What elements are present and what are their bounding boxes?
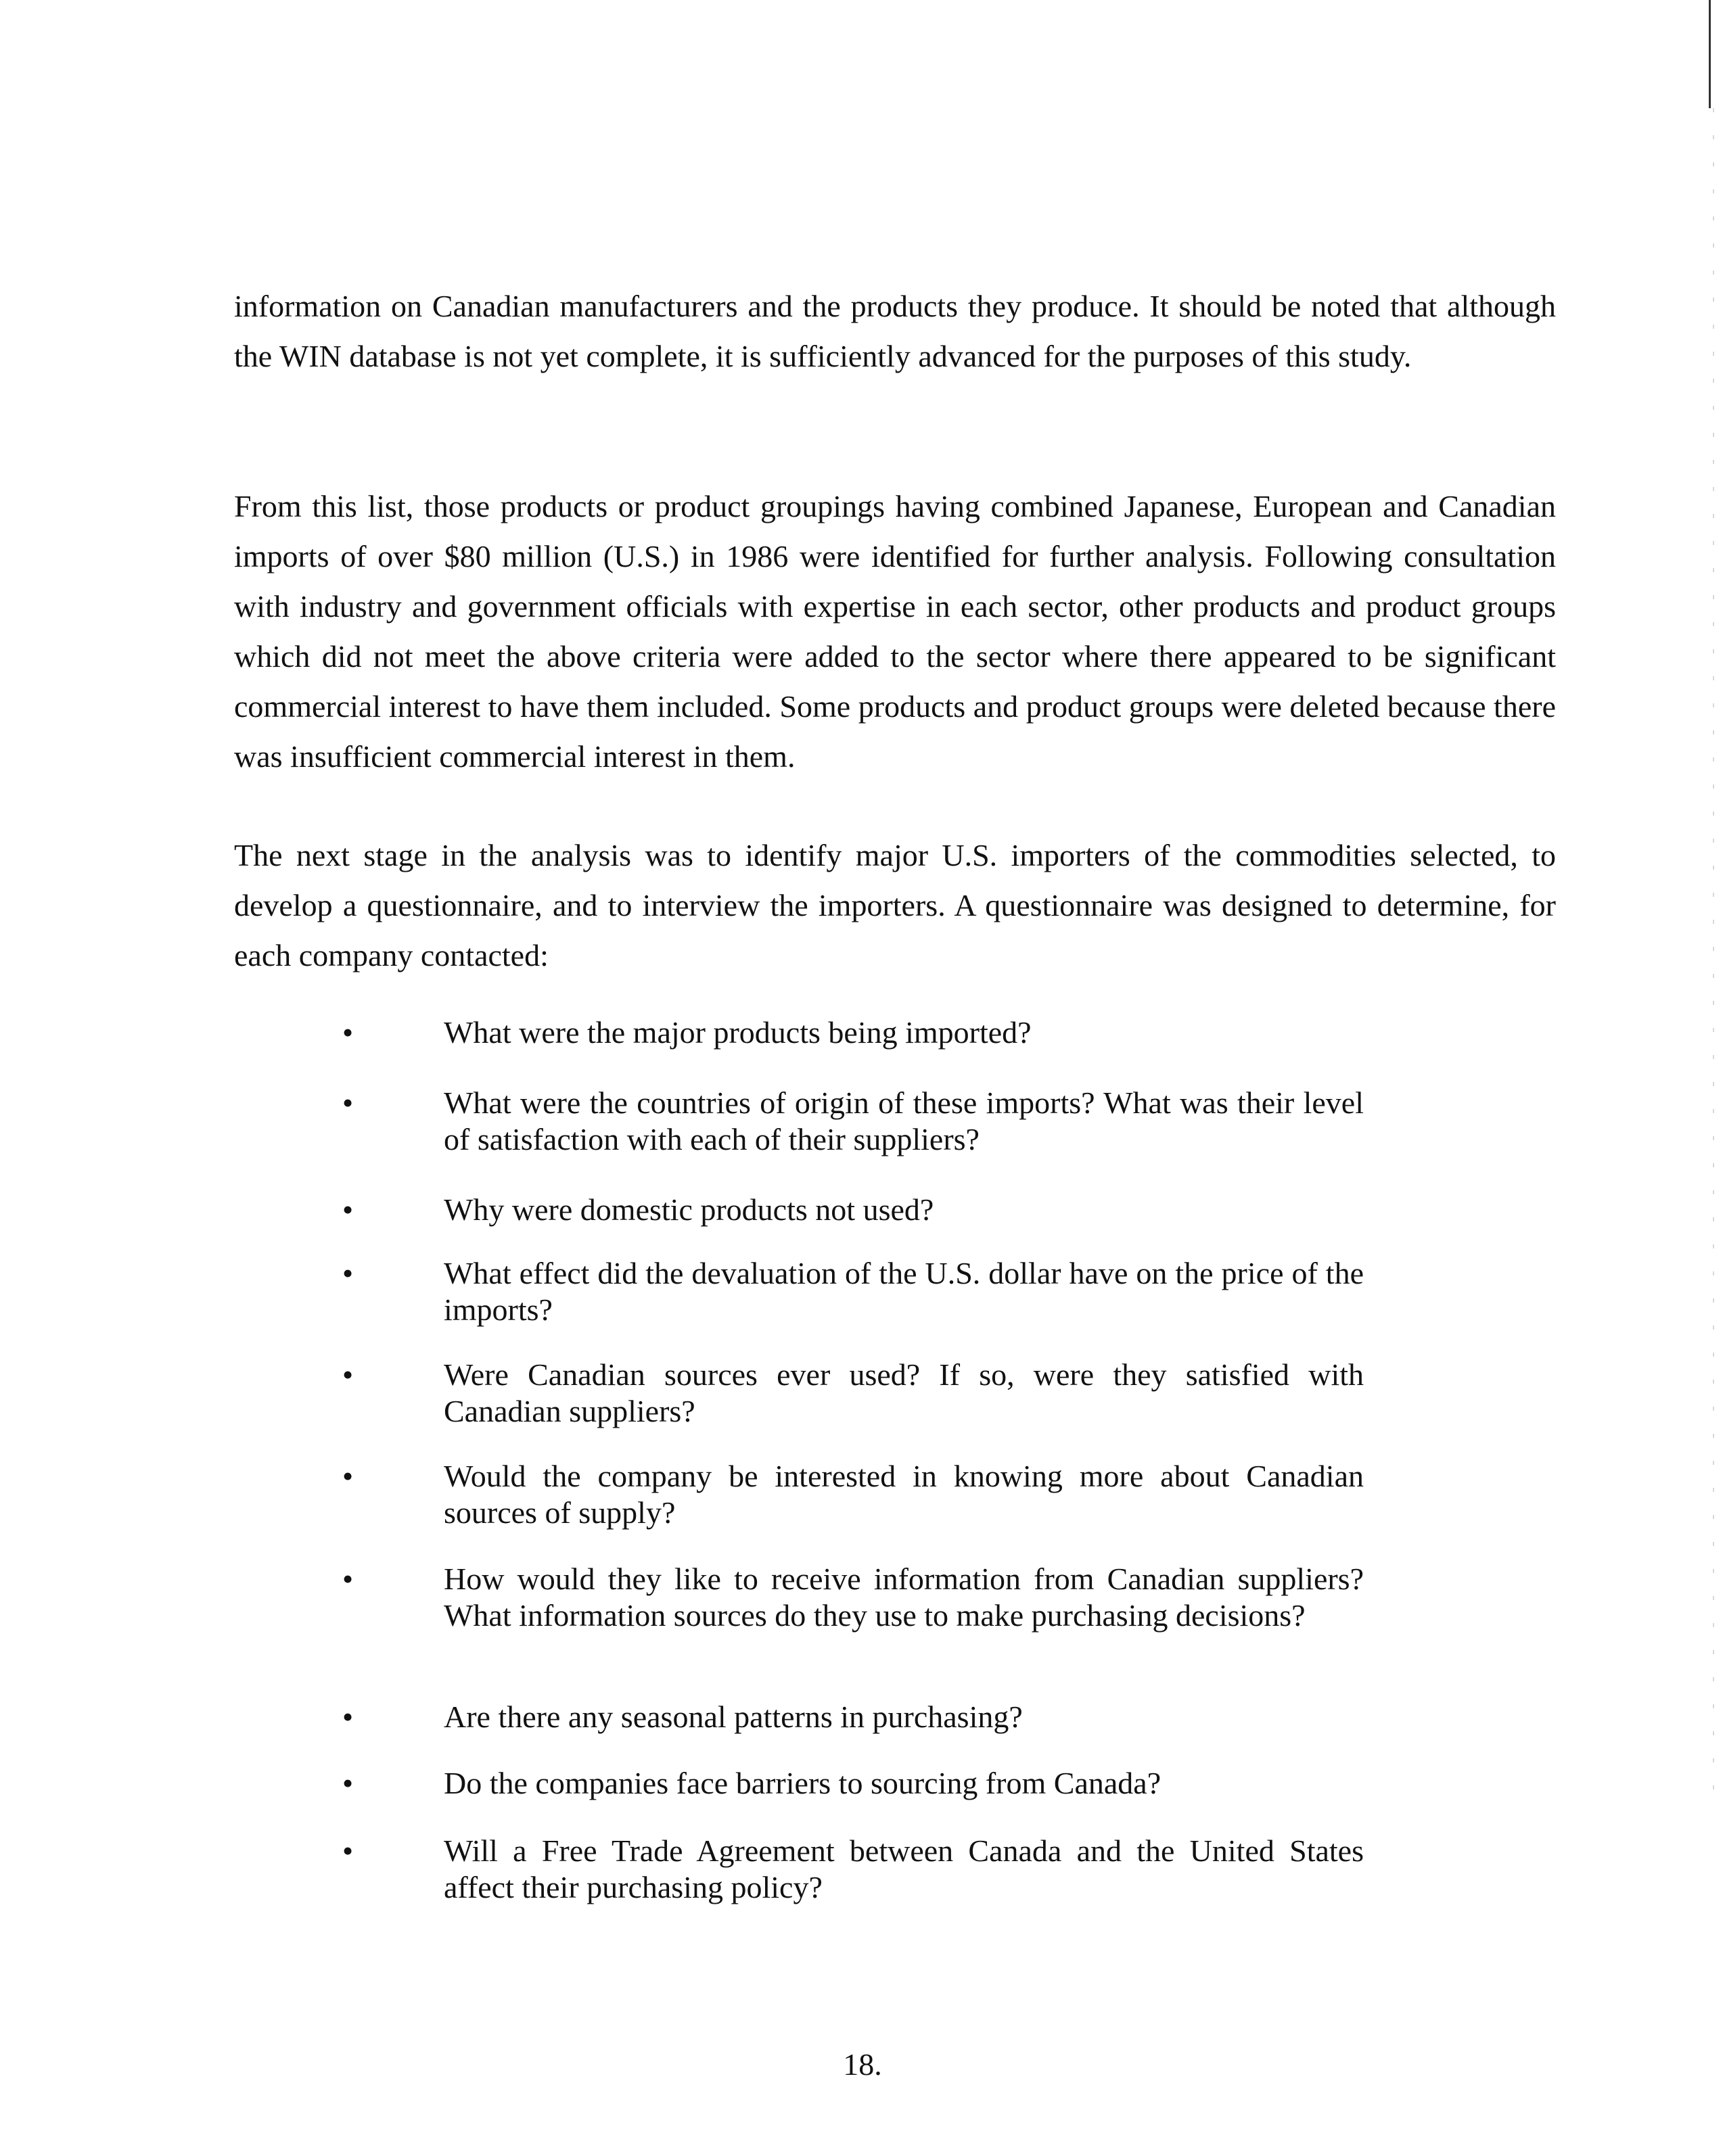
bullet-icon: • — [342, 1015, 354, 1050]
paragraph-questionnaire-intro: The next stage in the analysis was to identify major U.S. importers of the commodities selected, to develop a questionnaire, and to interview the importers. A questionnaire was designed to determine, for each company contacted: — [234, 838, 1556, 972]
scan-edge-line — [1709, 0, 1711, 108]
question-text: Were Canadian sources ever used? If so, were they satisfied with Canadian suppliers? — [444, 1357, 1364, 1428]
bullet-icon: • — [342, 1562, 354, 1596]
bullet-icon: • — [342, 1192, 354, 1227]
page-number: 18. — [843, 2047, 882, 2082]
bullet-icon: • — [342, 1256, 354, 1290]
question-text: What were the major products being imported? — [444, 1015, 1032, 1050]
bullet-icon: • — [342, 1700, 354, 1734]
paragraph-product-selection: From this list, those products or product groupings having combined Japanese, European and Canadian imports of over $80 million (U.S.) in 1986 were identified for further analysis. Following consultation with industry and government officials with expertise in each sector, other products and product groups which did not meet the above criteria were added to the sector where there appeared to be significant commercial interest to have them included. Some products and product groups were deleted because there was insufficient commercial interest in them. — [234, 489, 1556, 774]
bullet-icon: • — [342, 1085, 354, 1120]
paragraph-win-database: information on Canadian manufacturers and the products they produce. It should be noted that although the WIN database is not yet complete, it is sufficiently advanced for the purposes of this study. — [234, 289, 1556, 373]
question-text: What were the countries of origin of these imports? What was their level of satisfaction with each of their suppliers? — [444, 1085, 1364, 1156]
question-text: Why were domestic products not used? — [444, 1192, 934, 1227]
question-text: Do the companies face barriers to sourcing from Canada? — [444, 1766, 1162, 1800]
question-text: Would the company be interested in knowing more about Canadian sources of supply? — [444, 1459, 1364, 1530]
bullet-icon: • — [342, 1357, 354, 1392]
question-text: Will a Free Trade Agreement between Canada and the United States affect their purchasing policy? — [444, 1833, 1364, 1904]
question-text: Are there any seasonal patterns in purchasing? — [444, 1700, 1023, 1734]
bullet-icon: • — [342, 1833, 354, 1868]
question-text: What effect did the devaluation of the U.S. dollar have on the price of the imports? — [444, 1256, 1364, 1327]
bullet-icon: • — [342, 1459, 354, 1493]
bullet-icon: • — [342, 1766, 354, 1800]
scan-edge-dots — [1713, 108, 1714, 1799]
question-text: How would they like to receive information from Canadian suppliers? What information sources do they use to make purchasing decisions? — [444, 1562, 1364, 1633]
